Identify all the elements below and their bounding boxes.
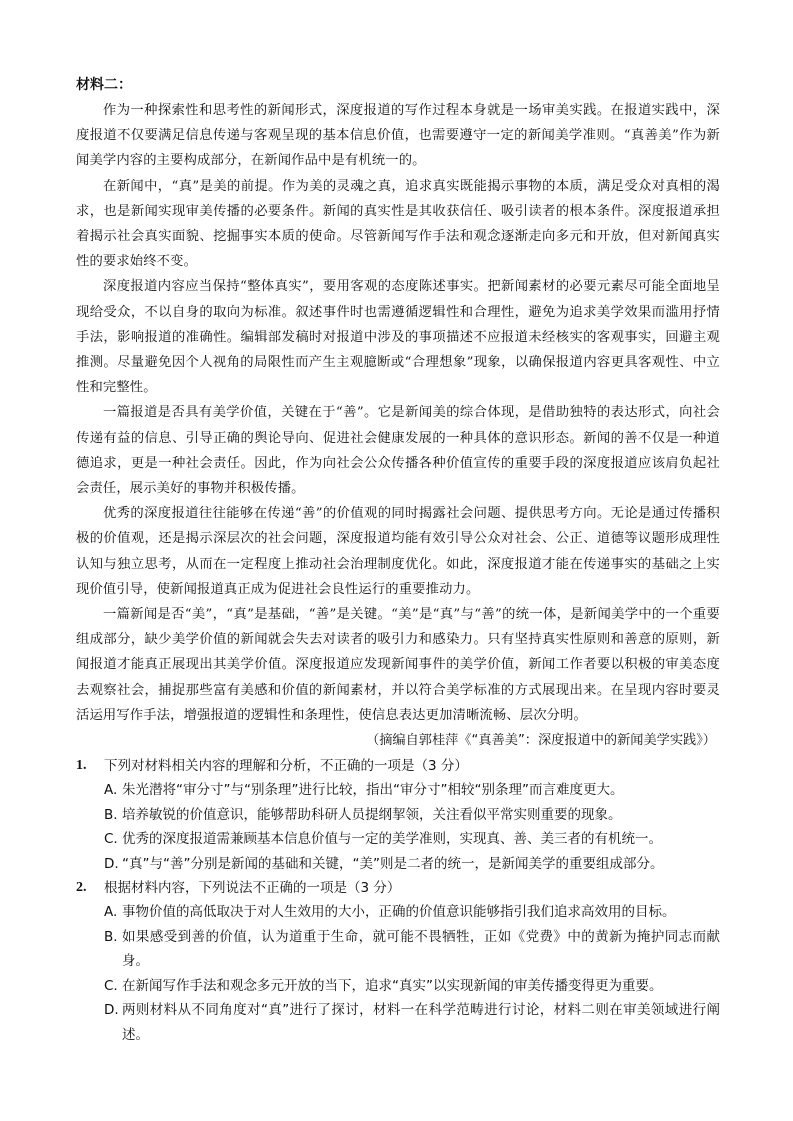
question-1 (76, 754, 720, 876)
option-letter: D. (104, 855, 119, 872)
question-stem (76, 876, 720, 900)
option-letter: A. (104, 782, 118, 799)
paragraph: 一篇新闻是否“美”，“真”是基础，“善”是关键。“美”是“真”与“善”的统一体，是新闻美学中的一个重要组成部分，缺少美学价值的新闻就会失去对读者的吸引力和感染力。只有坚持真实性原则和善意的原则，新闻报道才能真正展现出其美学价值。深度报道应发现新闻事件的美学价值，新闻工作者要以积极的审美态度去观察社会，捕捉那些富有美感和价值的新闻素材，并以符合美学标准的方式展现出来。在呈现内容时要灵活运用写作手法，增强报道的逻辑性和条理性，使信息表达更加清晰流畅、层次分明。 (76, 607, 720, 723)
option-text: 事物价值的高低取决于对人生效用的大小，正确的价值意识能够指引我们追求高效用的目标。 (122, 904, 676, 921)
option-c[interactable] (76, 827, 720, 852)
paragraph: 在新闻中，“真”是美的前提。作为美的灵魂之真，追求真实既能揭示事物的本质，满足受众对真相的渴求，也是新闻实现审美传播的必要条件。新闻的真实性是其收获信任、吸引读者的根本条件。深度报道承担着揭示社会真实面貌、挖掘事实本质的使命。尽管新闻写作手法和观念逐渐走向多元和开放，但对新闻真实性的要求始终不变。 (76, 178, 720, 270)
option-letter: C. (104, 977, 118, 994)
question-text: 下列对材料相关内容的理解和分析，不正确的一项是（3 分） (104, 758, 468, 775)
paragraph: 一篇报道是否具有美学价值，关键在于“善”。它是新闻美的综合体现，是借助独特的表达形式，向社会传递有益的信息、引导正确的舆论导向、促进社会健康发展的一种具体的意识形态。新闻的善不仅是一种道德追求，更是一种社会责任。因此，作为向社会公众传播各种价值宣传的重要手段的深度报道应该肩负起社会责任，展示美好的事物并积极传播。 (76, 405, 720, 497)
question-2 (76, 876, 720, 1047)
option-b[interactable] (76, 803, 720, 828)
option-c[interactable] (76, 974, 720, 999)
question-text: 根据材料内容，下列说法不正确的一项是（3 分） (104, 880, 401, 897)
paragraph: 作为一种探索性和思考性的新闻形式，深度报道的写作过程本身就是一场审美实践。在报道实践中，深度报道不仅要满足信息传递与客观呈现的基本信息价值，也需要遵守一定的新闻美学准则。“真善美”作为新闻美学内容的主要构成部分，在新闻作品中是有机统一的。 (76, 103, 720, 169)
option-d[interactable] (76, 998, 720, 1047)
option-text: 如果感受到善的价值，认为道重于生命，就可能不畏牺牲，正如《党费》中的黄新为掩护同志而献身。 (122, 928, 720, 970)
question-stem (76, 754, 720, 778)
option-text: “真”与“善”分别是新闻的基础和关键，“美”则是二者的统一，是新闻美学的重要组成部分。 (122, 855, 664, 872)
page-content (76, 73, 720, 1047)
option-text: 优秀的深度报道需兼顾基本信息价值与一定的美学准则，实现真、善、美三者的有机统一。 (122, 831, 662, 848)
question-number: 1. (76, 758, 87, 774)
article-body (76, 98, 720, 728)
option-letter: B. (104, 806, 118, 823)
section-title: 材料二： (76, 77, 132, 93)
option-text: 培养敏锐的价值意识，能够帮助科研人员提纲挈领，关注看似平常实则重要的现象。 (122, 806, 622, 823)
option-a[interactable] (76, 778, 720, 803)
paragraph: 深度报道内容应当保持“整体真实”，要用客观的态度陈述事实。把新闻素材的必要元素尽可能全面地呈现给受众，不以自身的取向为标准。叙述事件时也需遵循逻辑性和合理性，避免为追求美学效果而滥用抒情手法，影响报道的准确性。编辑部发稿时对报道中涉及的事项描述不应报道未经核实的客观事实，回避主观推测。尽量避免因个人视角的局限性而产生主观臆断或“合理想象”现象，以确保报道内容更具客观性、中立性和完整性。 (76, 279, 720, 396)
paragraph: 优秀的深度报道往往能够在传递“善”的价值观的同时揭露社会问题、提供思考方向。无论是通过传播积极的价值观，还是揭示深层次的社会问题，深度报道均能有效引导公众对社会、公正、道德等议题形成理性认知与独立思考，从而在一定程度上推动社会治理制度优化。如此，深度报道才能在传递事实的基础之上实现价值引导，使新闻报道真正成为促进社会良性运行的重要推动力。 (76, 506, 720, 597)
option-letter: D. (104, 1002, 119, 1019)
option-text: 两则材料从不同角度对“真”进行了探讨，材料一在科学范畴进行讨论，材料二则在审美领域进行阐述。 (122, 1002, 720, 1043)
option-letter: B. (104, 928, 118, 945)
source-citation: （摘编自郭桂萍《“真善美”：深度报道中的新闻美学实践》） (366, 733, 716, 749)
option-text: 在新闻写作手法和观念多元开放的当下，追求“真实”以实现新闻的审美传播变得更为重要。 (122, 977, 663, 994)
option-letter: C. (104, 831, 118, 848)
question-number: 2. (76, 880, 87, 896)
option-text: 朱光潜将“审分寸”与“别条理”进行比较，指出“审分寸”相较“别条理”而言难度更大。 (122, 782, 624, 799)
option-b[interactable] (76, 925, 720, 974)
option-a[interactable] (76, 900, 720, 925)
option-letter: A. (104, 904, 118, 921)
option-d[interactable] (76, 852, 720, 877)
